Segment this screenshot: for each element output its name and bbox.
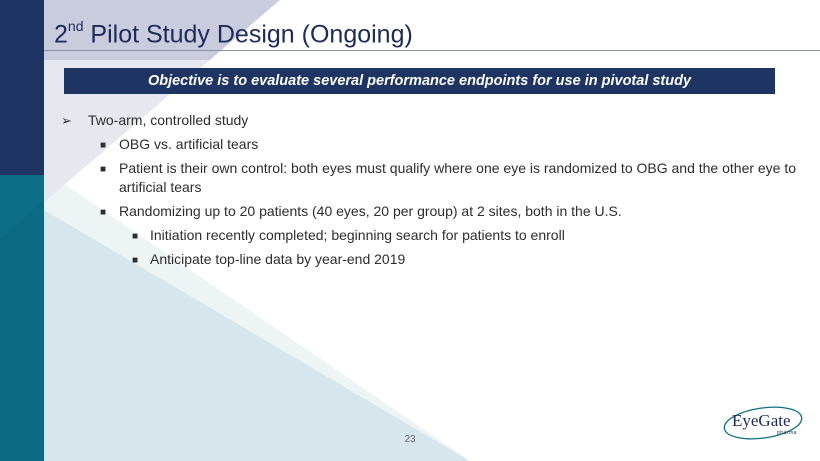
bullet-text: Anticipate top-line data by year-end 2019	[150, 251, 406, 267]
list-item	[58, 250, 798, 269]
square-bullet-icon: ■	[132, 255, 139, 266]
arrow-bullet-icon: ➢	[61, 113, 72, 128]
bullet-text: Two-arm, controlled study	[88, 112, 249, 128]
list-item	[58, 202, 798, 221]
bullet-text: Initiation recently completed; beginning search for patients to enroll	[150, 227, 565, 243]
bullet-list	[58, 111, 798, 274]
title-divider	[44, 50, 820, 51]
square-bullet-icon: ■	[100, 207, 107, 218]
logo-subtitle: pharma	[777, 430, 797, 436]
logo-name: EyeGate	[732, 411, 791, 430]
bullet-text: Patient is their own control: both eyes must qualify where one eye is randomized to OBG and the other eye to artificial tears	[119, 160, 797, 195]
objective-banner: Objective is to evaluate several performance endpoints for use in pivotal study	[64, 68, 775, 94]
bullet-text: OBG vs. artificial tears	[119, 136, 259, 152]
page-title	[54, 20, 413, 49]
square-bullet-icon: ■	[100, 140, 107, 151]
title-superscript: nd	[67, 18, 84, 34]
list-item	[58, 111, 798, 130]
eyegate-logo	[722, 403, 804, 443]
list-item	[58, 135, 798, 154]
list-item	[58, 226, 798, 245]
page-number: 23	[404, 434, 416, 445]
square-bullet-icon: ■	[100, 164, 107, 175]
bullet-text: Randomizing up to 20 patients (40 eyes, 20 per group) at 2 sites, both in the U.S.	[119, 203, 622, 219]
square-bullet-icon: ■	[132, 231, 139, 242]
list-item	[58, 159, 798, 197]
title-prefix: 2	[54, 20, 68, 49]
title-text: Pilot Study Design (Ongoing)	[83, 20, 413, 49]
